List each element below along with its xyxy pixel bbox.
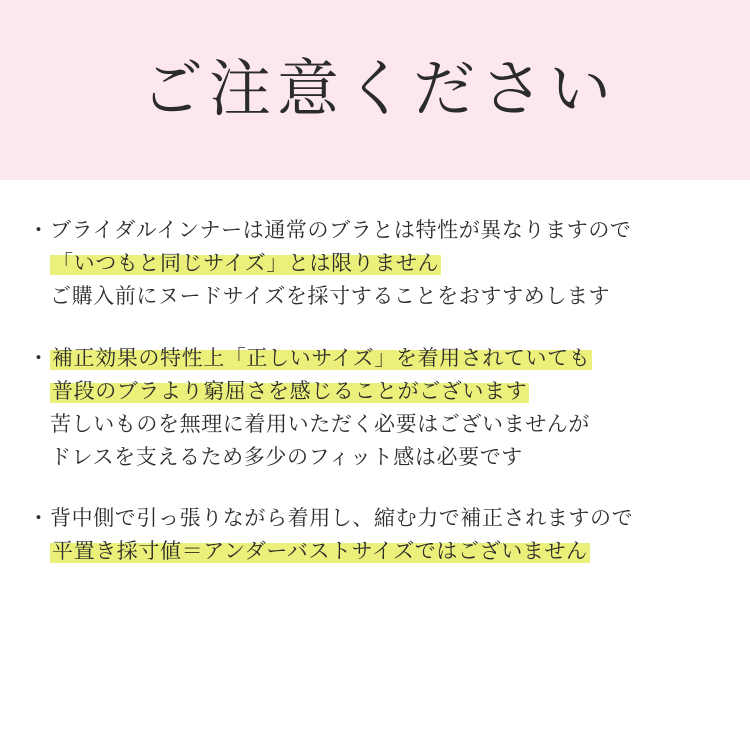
bullet-marker: ・	[28, 346, 50, 370]
note-line	[28, 502, 720, 535]
note-text-highlighted: 補正効果の特性上「正しいサイズ」を着用されていても	[52, 346, 591, 370]
bullet-marker: ・	[28, 219, 50, 242]
note-line	[28, 342, 720, 375]
header-band	[0, 0, 750, 180]
note-line	[28, 441, 720, 474]
bullet-marker: ・	[28, 507, 50, 531]
note-text: 背中側で引っ張りながら着用し、縮む力で補正されますので	[50, 507, 634, 531]
note-text: ドレスを支えるため多少のフィット感は必要です	[50, 446, 523, 470]
note-line	[28, 535, 720, 568]
note-text: ご購入前にヌードサイズを採寸することをおすすめします	[50, 285, 611, 309]
note-block	[28, 502, 720, 568]
note-line	[28, 375, 720, 408]
note-block	[28, 342, 720, 475]
note-text-highlighted: 普段のブラより窮屈さを感じることがございます	[52, 379, 528, 403]
note-line	[28, 408, 720, 441]
note-line	[28, 214, 720, 247]
note-line	[28, 280, 720, 313]
note-block	[28, 214, 720, 314]
notice-body	[0, 180, 750, 750]
note-text: 苦しいものを無理に着用いただく必要はございませんが	[50, 412, 590, 436]
note-line	[28, 247, 720, 280]
page-title: ご注意ください	[140, 56, 617, 124]
note-text: ブライダルインナーは通常のブラとは特性が異なりますので	[50, 219, 632, 242]
note-text-highlighted: 「いつもと同じサイズ」とは限りません	[52, 252, 440, 276]
note-text-highlighted: 平置き採寸値＝アンダーバストサイズではございません	[52, 540, 588, 564]
